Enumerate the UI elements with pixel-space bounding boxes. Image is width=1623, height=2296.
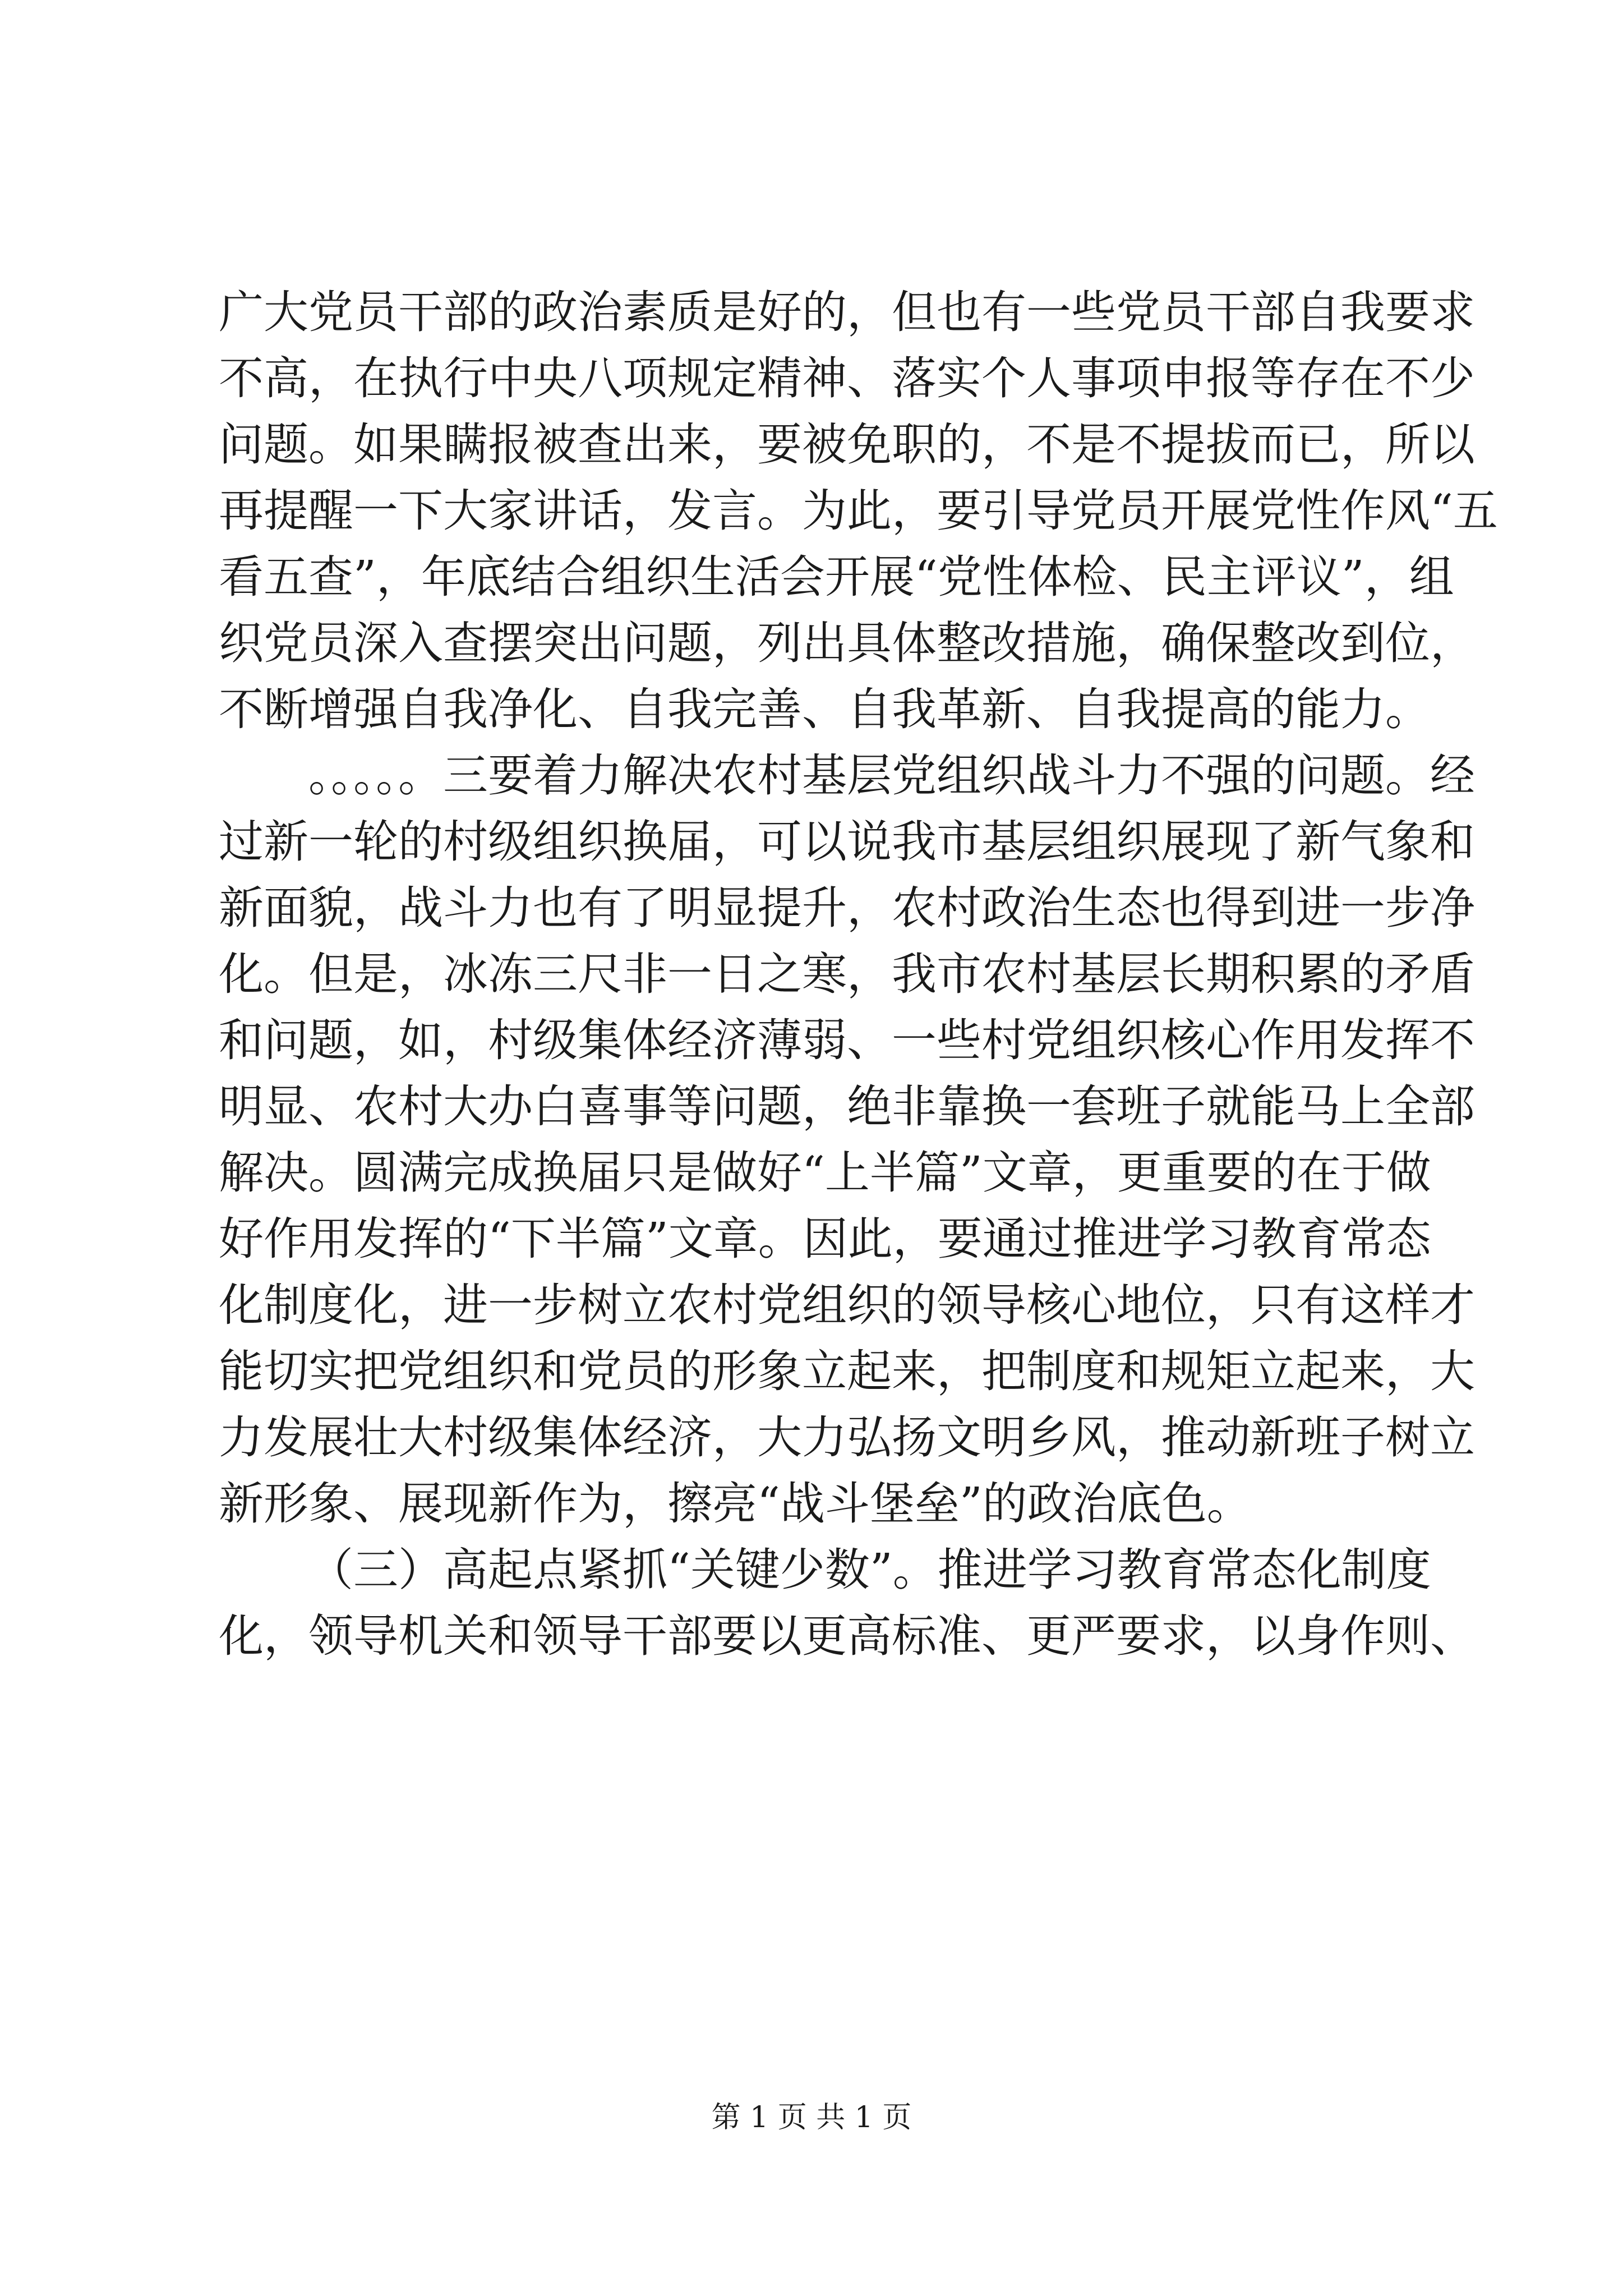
- paragraph-2-line-1: 。。。。。三要着力解决农村基层党组织战斗力不强的问题。经: [308, 749, 1475, 802]
- paragraph-2-line-11: 力发展壮大村级集体经济，大力弘扬文明乡风，推动新班子树立: [219, 1411, 1475, 1464]
- paragraph-2-line-4: 化。但是，冰冻三尺非一日之寒，我市农村基层长期积累的矛盾: [219, 948, 1475, 1000]
- paragraph-3-line-2: 化，领导机关和领导干部要以更高标准、更严要求，以身作则、: [219, 1610, 1475, 1662]
- paragraph-1-line-4: 再提醒一下大家讲话，发言。为此，要引导党员开展党性作风“五: [219, 485, 1498, 537]
- paragraph-1-line-3: 问题。如果瞒报被查出来，要被免职的，不是不提拔而已，所以: [219, 418, 1475, 471]
- paragraph-2-line-10: 能切实把党组织和党员的形象立起来，把制度和规矩立起来，大: [219, 1345, 1475, 1397]
- paragraph-2-line-9: 化制度化，进一步树立农村党组织的领导核心地位，只有这样才: [219, 1279, 1475, 1331]
- paragraph-1-line-7: 不断增强自我净化、自我完善、自我革新、自我提高的能力。: [219, 683, 1430, 735]
- paragraph-3-line-1: （三）高起点紧抓“关键少数”。推进学习教育常态化制度: [308, 1544, 1431, 1596]
- paragraph-1-line-1: 广大党员干部的政治素质是好的，但也有一些党员干部自我要求: [219, 286, 1475, 338]
- paragraph-2-line-3: 新面貌，战斗力也有了明显提升，农村政治生态也得到进一步净: [219, 882, 1475, 934]
- document-body: [219, 279, 1498, 1669]
- page-footer: 第 1 页 共 1 页: [711, 2101, 912, 2134]
- paragraph-2-line-7: 解决。圆满完成换届只是做好“上半篇”文章，更重要的在于做: [219, 1147, 1431, 1199]
- paragraph-1-line-5: 看五查”，年底结合组织生活会开展“党性体检、民主评议”，组: [219, 551, 1454, 603]
- paragraph-2-line-5: 和问题，如，村级集体经济薄弱、一些村党组织核心作用发挥不: [219, 1014, 1475, 1066]
- paragraph-2-line-2: 过新一轮的村级组织换届，可以说我市基层组织展现了新气象和: [219, 816, 1475, 868]
- paragraph-2-line-12: 新形象、展现新作为，擦亮“战斗堡垒”的政治底色。: [219, 1478, 1252, 1530]
- paragraph-2-line-8: 好作用发挥的“下半篇”文章。因此，要通过推进学习教育常态: [219, 1213, 1431, 1265]
- paragraph-1-line-6: 织党员深入查摆突出问题，列出具体整改措施，确保整改到位，: [219, 617, 1475, 669]
- paragraph-1-line-2: 不高，在执行中央八项规定精神、落实个人事项申报等存在不少: [219, 352, 1475, 404]
- paragraph-2-line-6: 明显、农村大办白喜事等问题，绝非靠换一套班子就能马上全部: [219, 1080, 1475, 1133]
